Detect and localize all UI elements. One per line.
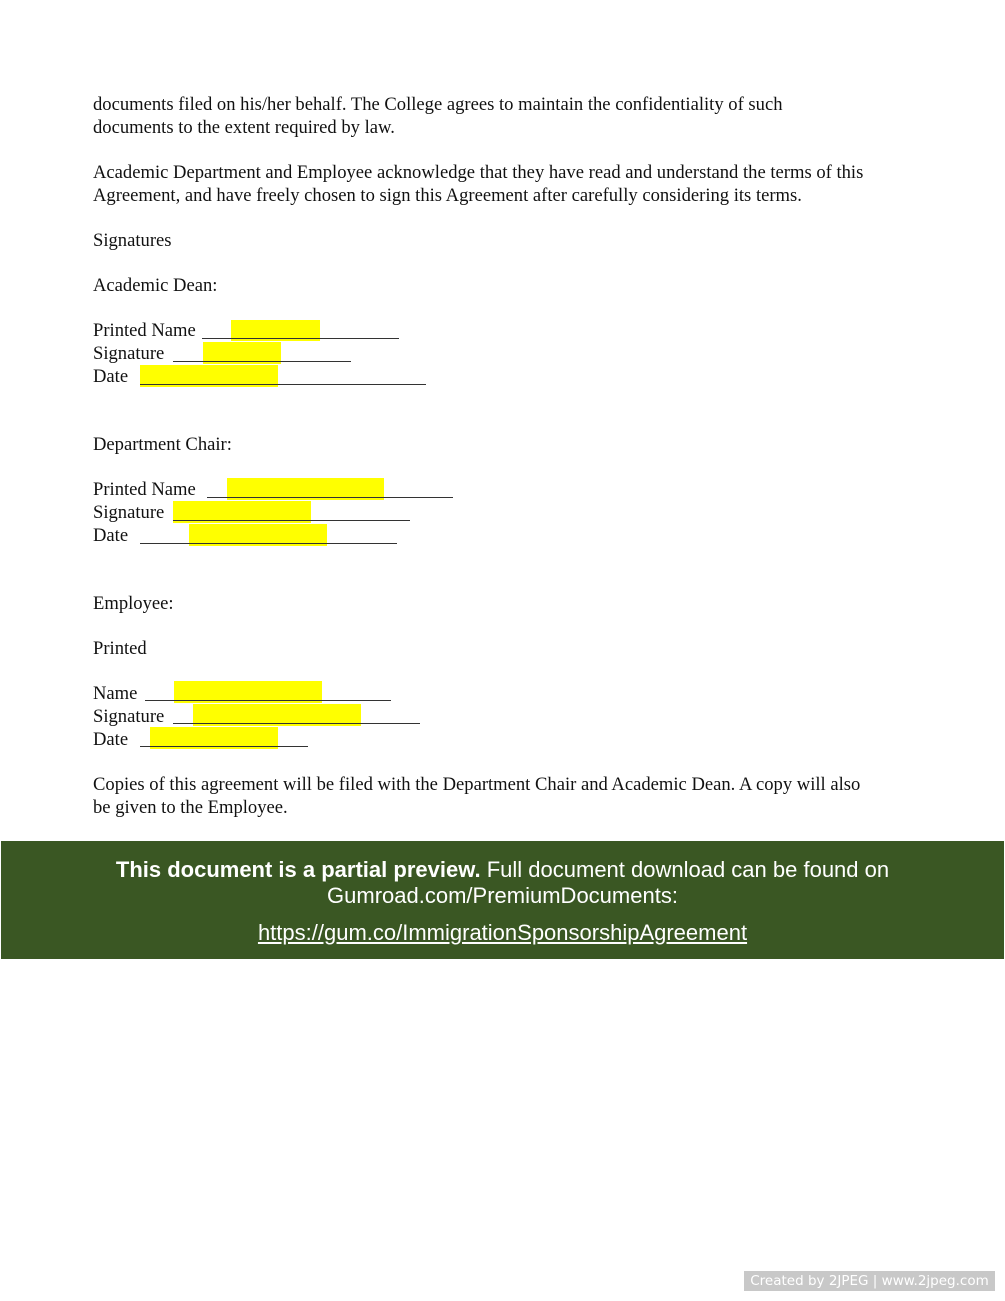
dean-heading: Academic Dean: xyxy=(93,275,218,296)
banner-message xyxy=(1,857,1004,909)
employee-signature-label: Signature xyxy=(93,706,165,727)
employee-date-label: Date xyxy=(93,729,129,750)
employee-signature-field[interactable] xyxy=(173,723,420,724)
chair-printed-name-label: Printed Name xyxy=(93,479,196,500)
banner-site: Gumroad.com/PremiumDocuments: xyxy=(327,883,678,908)
chair-signature-field[interactable] xyxy=(173,520,410,521)
dean-printed-name-field[interactable] xyxy=(202,338,399,339)
dean-date-label: Date xyxy=(93,366,129,387)
employee-heading: Employee: xyxy=(93,593,174,614)
chair-heading: Department Chair: xyxy=(93,434,232,455)
employee-name-field[interactable] xyxy=(145,700,391,701)
chair-date-field[interactable] xyxy=(140,543,397,544)
chair-date-label: Date xyxy=(93,525,129,546)
paragraph-line: be given to the Employee. xyxy=(93,797,288,818)
employee-printed-label: Printed xyxy=(93,638,147,659)
banner-bold-text: This document is a partial preview. xyxy=(115,857,481,882)
chair-signature-label: Signature xyxy=(93,502,165,523)
signatures-heading: Signatures xyxy=(93,230,172,251)
employee-date-field[interactable] xyxy=(140,746,308,747)
paragraph-line: documents to the extent required by law. xyxy=(93,117,395,138)
watermark: Created by 2JPEG | www.2jpeg.com xyxy=(744,1271,995,1291)
paragraph-line: documents filed on his/her behalf. The College agrees to maintain the confidentiality of such xyxy=(93,94,783,115)
preview-banner xyxy=(1,841,1004,959)
employee-name-label: Name xyxy=(93,683,138,704)
banner-text: Full document download can be found on xyxy=(480,857,890,882)
dean-printed-name-label: Printed Name xyxy=(93,320,196,341)
paragraph-line: Academic Department and Employee acknowledge that they have read and understand the terms of this xyxy=(93,162,864,183)
paragraph-line: Copies of this agreement will be filed with the Department Chair and Academic Dean. A copy will also xyxy=(93,774,861,795)
chair-printed-name-field[interactable] xyxy=(207,497,453,498)
dean-date-field[interactable] xyxy=(140,384,426,385)
dean-signature-label: Signature xyxy=(93,343,165,364)
download-link[interactable]: https://gum.co/ImmigrationSponsorshipAgreement xyxy=(257,920,748,945)
paragraph-line: Agreement, and have freely chosen to sign this Agreement after carefully considering its terms. xyxy=(93,185,802,206)
dean-signature-field[interactable] xyxy=(173,361,351,362)
